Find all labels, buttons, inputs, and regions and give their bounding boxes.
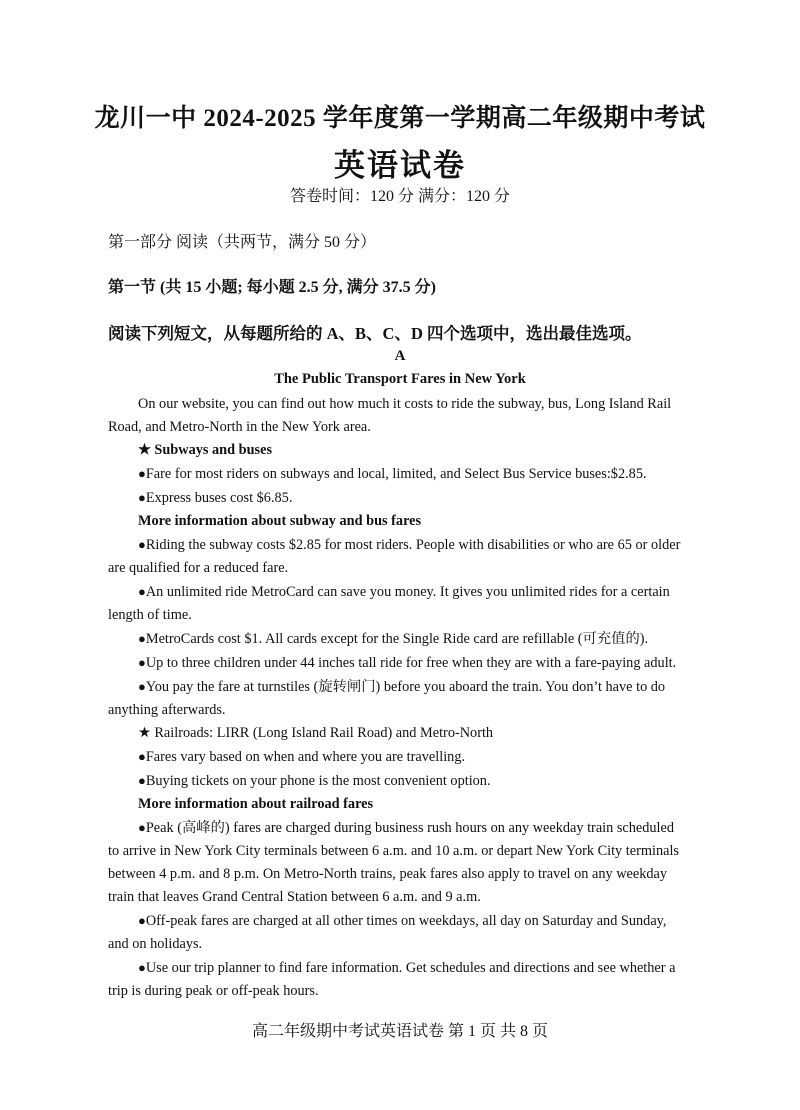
list-item: ●Riding the subway costs $2.85 for most riders. People with disabilities or who are 65 or older are qualified for a reduced fare. [108, 537, 681, 576]
bullet-icon: ● [138, 820, 146, 835]
part-heading: 第一部分 阅读（共两节，满分 50 分） [108, 234, 377, 251]
bullet-icon: ● [138, 584, 146, 599]
heading-subway-info: More information about subway and bus fares [138, 513, 422, 529]
list-item: ●Buying tickets on your phone is the most convenient option. [138, 773, 491, 789]
heading-railroads: ★ Railroads: LIRR (Long Island Rail Road) and Metro-North [138, 725, 494, 741]
bullet-icon: ● [138, 773, 146, 788]
list-item: ●Up to three children under 44 inches tall ride for free when they are with a fare-paying adult. [138, 655, 677, 671]
exam-subject-title: 英语试卷 [334, 148, 466, 183]
bullet-icon: ● [138, 960, 146, 975]
passage-letter: A [394, 348, 406, 364]
bullet-icon: ● [138, 631, 146, 646]
list-item: ●Fare for most riders on subways and local, limited, and Select Bus Service buses:$2.85. [138, 466, 647, 482]
heading-railroad-info: More information about railroad fares [138, 796, 374, 812]
section-heading: 第一节 (共 15 小题; 每小题 2.5 分, 满分 37.5 分) [108, 279, 436, 296]
exam-time-score: 答卷时间：120 分 满分：120 分 [289, 188, 510, 205]
bullet-icon: ● [138, 537, 146, 552]
list-item: ●An unlimited ride MetroCard can save you money. It gives you unlimited rides for a certain length of time. [108, 584, 670, 623]
list-item: ●Fares vary based on when and where you are travelling. [138, 749, 466, 765]
bullet-icon: ● [138, 913, 146, 928]
bullet-icon: ● [138, 679, 146, 694]
list-item: ●Off-peak fares are charged at all other times on weekdays, all day on Saturday and Sunday, and on holidays. [108, 913, 667, 952]
list-item: ●You pay the fare at turnstiles (旋转闸门) before you aboard the train. You don’t have to do anything afterwards. [108, 679, 666, 718]
heading-subways: ★ Subways and buses [138, 442, 273, 458]
list-item: ●Use our trip planner to find fare information. Get schedules and directions and see whether a trip is during peak or off-peak hours. [108, 960, 676, 999]
bullet-icon: ● [138, 749, 146, 764]
bullet-icon: ● [138, 466, 146, 481]
passage-intro: On our website, you can find out how much it costs to ride the subway, bus, Long Island Rail Road, and Metro-North in the New York area. [108, 396, 672, 435]
list-item: ●MetroCards cost $1. All cards except for the Single Ride card are refillable (可充值的). [138, 631, 649, 647]
list-item: ●Express buses cost $6.85. [138, 490, 293, 506]
passage-body [108, 393, 688, 1003]
list-item: ●Peak (高峰的) fares are charged during business rush hours on any weekday train scheduled to arrive in New York City terminals between 6 a.m. and 10 a.m. or depart New York City terminals between 4 p.m. and 8 p.m. On Metro-North trains, peak fares also apply to travel on any weekday train that leaves Grand Central Station between 6 a.m. and 9 a.m. [108, 820, 679, 905]
exam-title: 龙川一中 2024-2025 学年度第一学期高二年级期中考试 [94, 105, 706, 132]
bullet-icon: ● [138, 655, 146, 670]
bullet-icon: ● [138, 490, 146, 505]
passage-title: The Public Transport Fares in New York [274, 371, 526, 387]
reading-instruction: 阅读下列短文，从每题所给的 A、B、C、D 四个选项中，选出最佳选项。 [108, 324, 642, 343]
page-footer: 高二年级期中考试英语试卷 第 1 页 共 8 页 [251, 1023, 548, 1040]
